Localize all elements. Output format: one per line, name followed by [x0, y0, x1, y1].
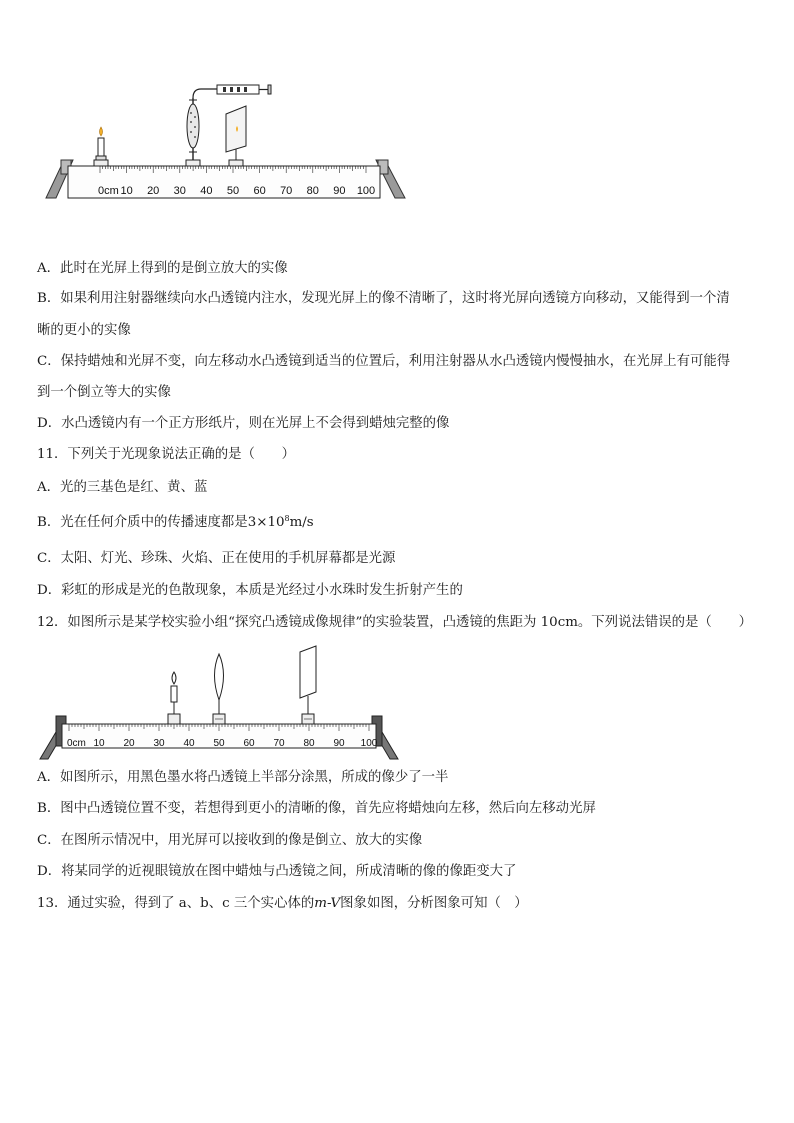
- fig2-scale-label-3: 30: [153, 738, 165, 749]
- fig1-scale-label-4: 40: [200, 185, 213, 197]
- fig1-scale-label-9: 90: [333, 185, 346, 197]
- q13-stem: [37, 895, 767, 913]
- fig2-scale-label-9: 90: [333, 738, 345, 749]
- fig2-scale-label-8: 80: [303, 738, 315, 749]
- water-lens-icon: [186, 89, 217, 166]
- q10-option-d: D．水凸透镜内有一个正方形纸片，则在光屏上不会得到蜡烛完整的像: [37, 416, 450, 431]
- q11-option-b-text: B．光在任何介质中的传播速度都是: [37, 515, 248, 530]
- q10-option-c: C．保持蜡烛和光屏不变，向左移动水凸透镜到适当的位置后，利用注射器从水凸透镜内慢慢抽水，在光屏上有可能得: [37, 354, 731, 369]
- q11-option-c: C．太阳、灯光、珍珠、火焰、正在使用的手机屏幕都是光源: [37, 551, 396, 566]
- light-screen-icon: [226, 106, 246, 166]
- fig1-scale-label-5: 50: [226, 185, 240, 197]
- q11-speed-mantissa: 3×10: [247, 515, 285, 530]
- q13-stem-text-end: 图象如图，分析图象可知（ ）: [340, 896, 528, 911]
- fig1-scale-label-8: 80: [306, 185, 319, 197]
- fig1-scale-label-7: 70: [280, 185, 293, 197]
- convex-lens-icon: [213, 654, 225, 724]
- q12-option-b: B．图中凸透镜位置不变，若想得到更小的清晰的像，首先应将蜡烛向左移，然后向左移动光屏: [37, 801, 596, 816]
- fig2-scale-label-0: 0cm: [67, 738, 86, 749]
- q11-option-d: D．彩虹的形成是光的色散现象，本质是光经过小水珠时发生折射产生的: [37, 583, 463, 598]
- q10-option-c-cont: 到一个倒立等大的实像: [37, 385, 171, 400]
- q12-option-c: C．在图所示情况中，用光屏可以接收到的像是倒立、放大的实像: [37, 833, 423, 848]
- q13-mv-symbol: m-V: [314, 896, 341, 911]
- fig1-scale-label-3: 30: [173, 185, 186, 197]
- fig1-scale-label-0: 0cm: [98, 185, 119, 197]
- q11-option-b: [37, 514, 767, 532]
- q11-speed-exponent: 8: [284, 514, 290, 523]
- candle-icon: [168, 672, 180, 724]
- q10-option-b: B．如果利用注射器继续向水凸透镜内注水，发现光屏上的像不清晰了，这时将光屏向透镜方向移动，又能得到一个清: [37, 291, 730, 306]
- fig2-scale-label-1: 10: [93, 738, 105, 749]
- fig2-scale-label-4: 40: [183, 738, 195, 749]
- q11-speed-unit: m/s: [289, 515, 314, 530]
- fig1-scale-label-2: 20: [147, 185, 160, 197]
- fig2-scale-label-7: 70: [273, 738, 285, 749]
- fig1-scale-label-6: 60: [253, 185, 266, 197]
- fig2-scale-label-10: 100: [360, 738, 378, 749]
- q13-stem-text: 13．通过实验，得到了 a、b、c 三个实心体的: [37, 896, 315, 911]
- syringe-icon: [217, 85, 271, 94]
- q10-option-b-cont: 晰的更小的实像: [37, 323, 131, 338]
- fig1-scale-label-1: 10: [120, 185, 133, 197]
- fig2-scale-label-5: 50: [213, 738, 225, 749]
- q11-stem: 11．下列关于光现象说法正确的是（ ）: [37, 447, 296, 462]
- figure-water-lens-bench: [40, 78, 410, 203]
- light-screen-icon: [300, 646, 316, 724]
- candle-icon: [94, 127, 108, 166]
- fig1-scale-label-10: 100: [356, 185, 376, 197]
- q12-stem: 12．如图所示是某学校实验小组“探究凸透镜成像规律”的实验装置，凸透镜的焦距为 10cm。下列说法错误的是（ ）: [37, 615, 752, 630]
- fig2-scale-label-2: 20: [123, 738, 135, 749]
- fig2-scale-label-6: 60: [243, 738, 255, 749]
- q11-option-a: A．光的三基色是红、黄、蓝: [37, 480, 208, 495]
- q12-option-a: A．如图所示，用黑色墨水将凸透镜上半部分涂黑，所成的像少了一半: [37, 770, 449, 785]
- q12-option-d: D．将某同学的近视眼镜放在图中蜡烛与凸透镜之间，所成清晰的像的像距变大了: [37, 864, 517, 879]
- figure-convex-lens-bench: [38, 642, 400, 762]
- q10-option-a: A．此时在光屏上得到的是倒立放大的实像: [37, 261, 288, 276]
